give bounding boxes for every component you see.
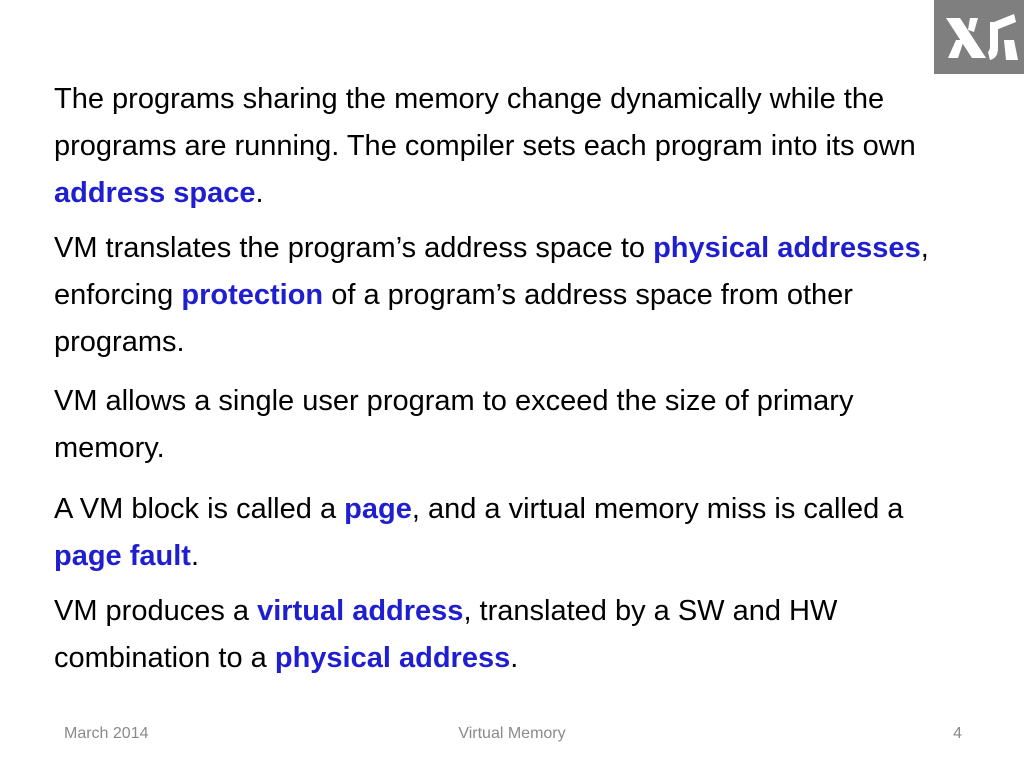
term-virtual-address: virtual address	[257, 595, 464, 627]
paragraph-text: , and a virtual memory miss is called a	[411, 493, 904, 525]
paragraph-address-space	[54, 76, 969, 217]
term-page: page	[344, 493, 412, 525]
paragraph-text: VM allows a single user program to exceed the size of primary memory.	[54, 385, 854, 464]
slide-number: 4	[953, 725, 962, 742]
paragraph-virtual-address	[54, 588, 969, 682]
paragraph-page	[54, 486, 969, 580]
paragraph-text: .	[255, 177, 264, 209]
term-page-fault: page fault	[54, 540, 191, 572]
paragraph-text: VM produces a	[54, 595, 258, 627]
hebrew-letters-logo-icon	[934, 0, 1024, 74]
slide-body	[54, 76, 969, 682]
paragraph-text: .	[190, 540, 200, 572]
term-address-space: address space	[54, 177, 256, 209]
paragraph-text: A VM block is called a	[54, 493, 345, 525]
paragraph-exceed-memory	[54, 378, 969, 472]
paragraph-text: of a program’s address space from other programs.	[54, 279, 853, 358]
term-physical-address: physical address	[274, 642, 511, 674]
paragraph-text: , translated by a SW and HW combination to a	[54, 595, 838, 674]
paragraph-translation	[54, 225, 969, 366]
paragraph-text: .	[510, 642, 519, 674]
logo	[934, 0, 1024, 74]
term-physical-addresses: physical addresses	[653, 232, 921, 264]
footer-title: Virtual Memory	[458, 725, 566, 742]
footer-date: March 2014	[64, 725, 149, 742]
term-protection: protection	[181, 279, 324, 311]
paragraph-text: VM translates the program’s address space to	[54, 232, 654, 264]
paragraph-text: The programs sharing the memory change dynamically while the programs are running. The compiler sets each program into its own	[54, 83, 916, 162]
paragraph-text: , enforcing	[54, 232, 929, 311]
